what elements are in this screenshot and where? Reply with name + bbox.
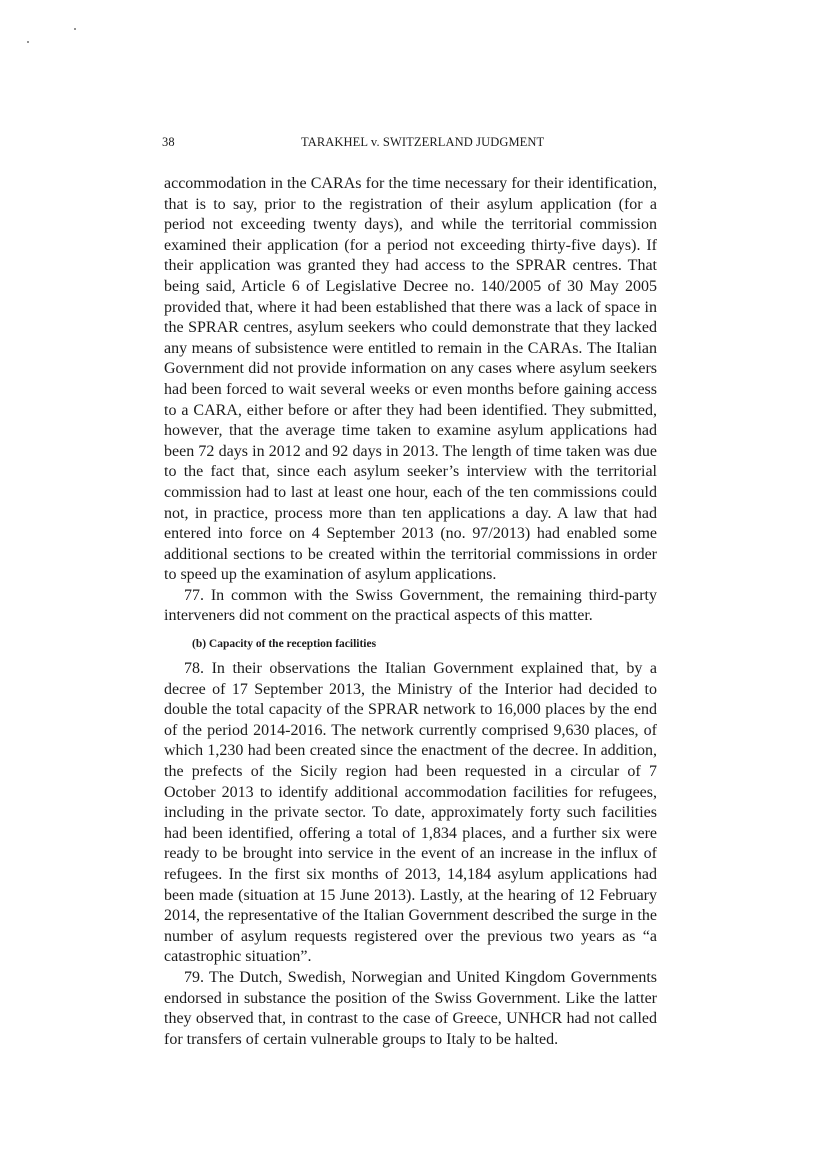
scan-speck-1 bbox=[27, 41, 29, 43]
running-header bbox=[162, 135, 667, 155]
paragraph-77: 77. In common with the Swiss Government, the remaining third-party interveners did not comment on the practical aspects of this matter. bbox=[164, 586, 657, 625]
judgment-body bbox=[164, 174, 657, 1050]
paragraph-78: 78. In their observations the Italian Government explained that, by a decree of 17 September 2013, the Ministry of the Interior had decided to double the total capacity of the SPRAR network to 16,000 places by the end of the period 2014-2016. The network currently comprised 9,630 places, of which 1,230 had been created since the enactment of the decree. In addition, the prefects of the Sicily region had been requested in a circular of 7 October 2013 to identify additional accommodation facilities for refugees, including in the private sector. To date, approximately forty such facilities had been identified, offering a total of 1,834 places, and a further six were ready to be brought into service in the event of an increase in the influx of refugees. In the first six months of 2013, 14,184 asylum applications had been made (situation at 15 June 2013). Lastly, at the hearing of 12 February 2014, the representative of the Italian Government described the surge in the number of asylum requests registered over the previous two years as “a catastrophic situation”. bbox=[164, 660, 657, 966]
scan-speck-2 bbox=[74, 28, 76, 30]
running-title: TARAKHEL v. SWITZERLAND JUDGMENT bbox=[301, 135, 545, 149]
page-number: 38 bbox=[162, 135, 175, 149]
paragraph-76-continuation: accommodation in the CARAs for the time necessary for their identification, that is to say, prior to the registration of their asylum application (for a period not exceeding twenty days), and while the territorial commission examined their application (for a period not exceeding thirty-five days). If their application was granted they had access to the SPRAR centres. That being said, Article 6 of Legislative Decree no. 140/2005 of 30 May 2005 provided that, where it had been established that there was a lack of space in the SPRAR centres, asylum seekers who could demonstrate that they lacked any means of subsistence were entitled to remain in the CARAs. The Italian Government did not provide information on any cases where asylum seekers had been forced to wait several weeks or even months before gaining access to a CARA, either before or after they had been identified. They submitted, however, that the average time taken to examine asylum applications had been 72 days in 2012 and 92 days in 2013. The length of time taken was due to the fact that, since each asylum seeker’s interview with the territorial commission had to last at least one hour, each of the ten commissions could not, in practice, process more than ten applications a day. A law that had entered into force on 4 September 2013 (no. 97/2013) had enabled some additional sections to be created within the territorial commissions in order to speed up the examination of asylum applications. bbox=[164, 175, 657, 584]
paragraph-79: 79. The Dutch, Swedish, Norwegian and United Kingdom Governments endorsed in substance the position of the Swiss Government. Like the latter they observed that, in contrast to the case of Greece, UNHCR had not called for transfers of certain vulnerable groups to Italy to be halted. bbox=[164, 968, 657, 1048]
subheading-capacity-of-reception-facilities: (b) Capacity of the reception facilities bbox=[192, 638, 377, 651]
